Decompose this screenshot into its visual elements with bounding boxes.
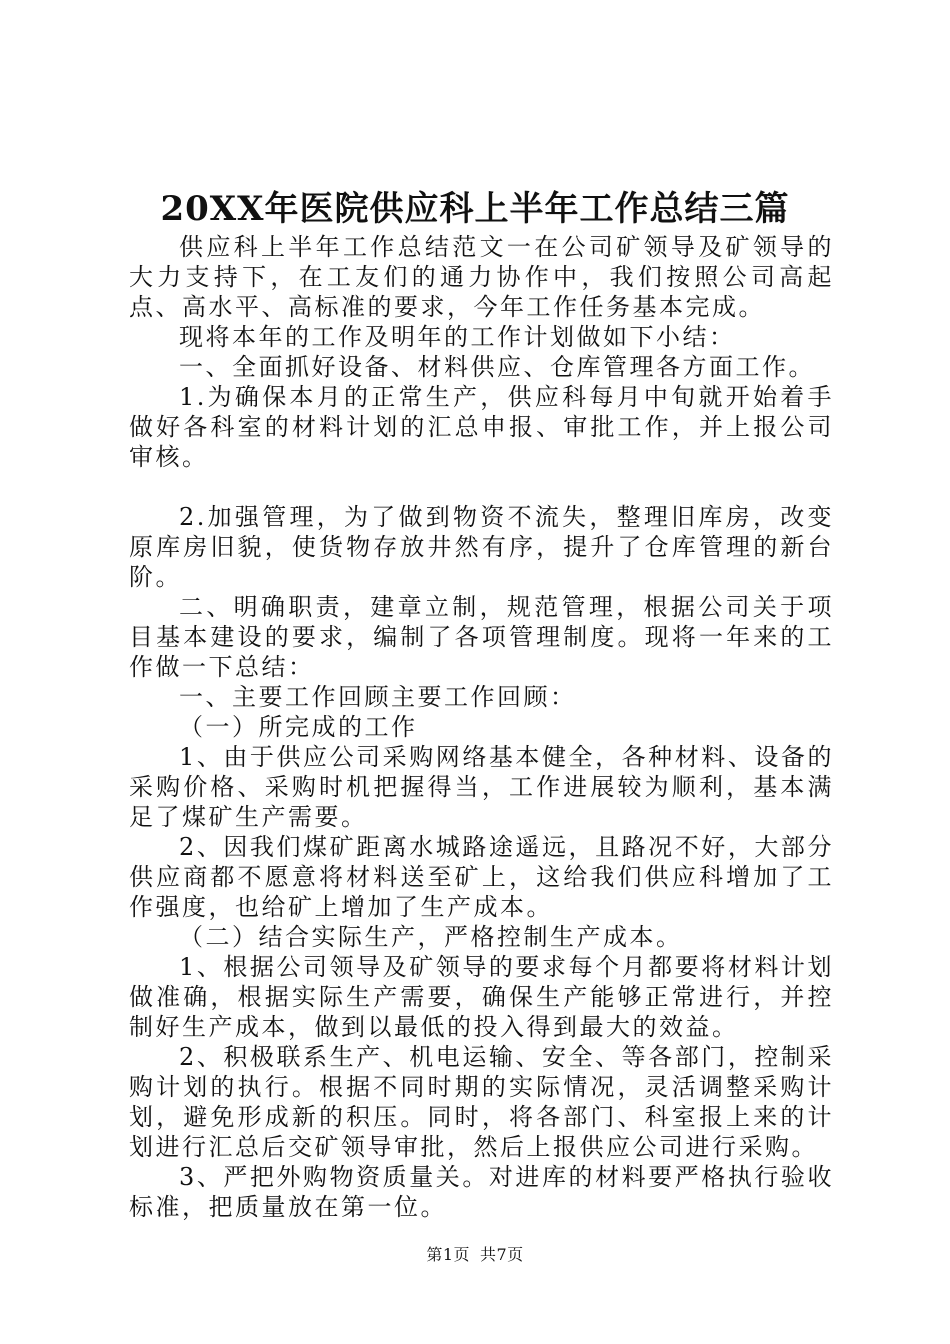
document-body [129, 232, 834, 1222]
paragraph-cost-2: 2、积极联系生产、机电运输、安全、等各部门，控制采购计划的执行。根据不同时期的实际情况，灵活调整采购计划，避免形成新的积压。同时，将各部门、科室报上来的计划进行汇总后交矿领导审批，然后上报供应公司进行采购。 [129, 1043, 834, 1161]
heading-section-1: 一、全面抓好设备、材料供应、仓库管理各方面工作。 [179, 353, 815, 381]
heading-subsection-1: （一）所完成的工作 [179, 713, 418, 741]
paragraph-completed-2: 2、因我们煤矿距离水城路途遥远，且路况不好，大部分供应商都不愿意将材料送至矿上，这给我们供应科增加了工作强度，也给矿上增加了生产成本。 [129, 833, 834, 921]
paragraph-item-2: 2.加强管理，为了做到物资不流失，整理旧库房，改变原库房旧貌，使货物存放井然有序，提升了仓库管理的新台阶。 [129, 503, 834, 591]
heading-subsection-2: （二）结合实际生产，严格控制生产成本。 [179, 923, 683, 951]
paragraph-cost-1: 1、根据公司领导及矿领导的要求每个月都要将材料计划做准确，根据实际生产需要，确保生产能够正常进行，并控制好生产成本，做到以最低的投入得到最大的效益。 [129, 953, 834, 1041]
heading-section-2: 二、明确职责，建章立制，规范管理，根据公司关于项目基本建设的要求，编制了各项管理制度。现将一年来的工作做一下总结： [129, 593, 834, 681]
page-footer [0, 1243, 950, 1267]
paragraph-summary-lead: 现将本年的工作及明年的工作计划做如下小结： [179, 323, 736, 351]
paragraph-completed-1: 1、由于供应公司采购网络基本健全，各种材料、设备的采购价格、采购时机把握得当，工作进展较为顺利，基本满足了煤矿生产需要。 [129, 743, 834, 831]
document-title: 20XX年医院供应科上半年工作总结三篇 [160, 189, 790, 229]
heading-review: 一、主要工作回顾主要工作回顾： [179, 683, 577, 711]
paragraph-intro: 供应科上半年工作总结范文一在公司矿领导及矿领导的大力支持下，在工友们的通力协作中，我们按照公司高起点、高水平、高标准的要求，今年工作任务基本完成。 [129, 233, 834, 321]
page-total: 共7页 [480, 1245, 524, 1264]
paragraph-item-1: 1.为确保本月的正常生产，供应科每月中旬就开始着手做好各科室的材料计划的汇总申报、审批工作，并上报公司审核。 [129, 383, 834, 471]
paragraph-cost-3: 3、严把外购物资质量关。对进库的材料要严格执行验收标准，把质量放在第一位。 [129, 1163, 834, 1221]
page-number: 第1页 [426, 1245, 470, 1264]
